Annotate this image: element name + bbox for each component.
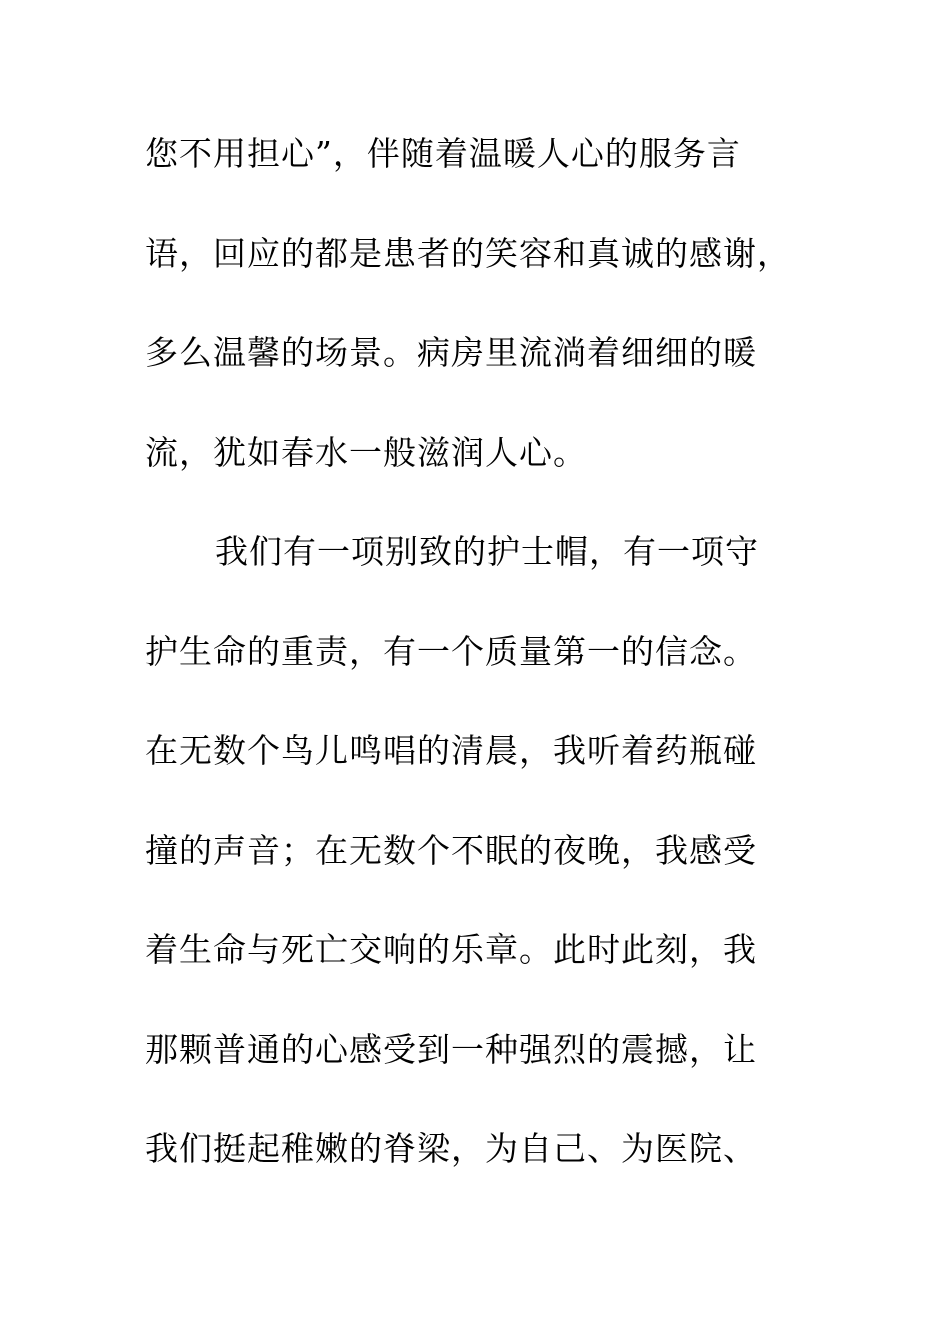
text-line: 那颗普通的心感受到一种强烈的震撼，让 [145, 1030, 757, 1069]
text-line: 流，犹如春水一般滋润人心。 [145, 433, 587, 472]
text-line: 我们挺起稚嫩的脊梁，为自己、为医院、 [145, 1129, 757, 1168]
text-line: 您不用担心”，伴随着温暖人心的服务言 [145, 134, 741, 173]
text-line: 着生命与死亡交响的乐章。此时此刻，我 [145, 930, 757, 969]
text-line: 多么温馨的场景。病房里流淌着细细的暖 [145, 333, 757, 372]
text-line: 语，回应的都是患者的笑容和真诚的感谢， [145, 234, 791, 273]
text-line: 在无数个鸟儿鸣唱的清晨，我听着药瓶碰 [145, 731, 757, 770]
text-line: 护生命的重责，有一个质量第一的信念。 [145, 632, 757, 671]
paragraph-first-line: 我们有一项别致的护士帽，有一项守 [215, 532, 759, 571]
text-line: 撞的声音；在无数个不眠的夜晚，我感受 [145, 831, 757, 870]
